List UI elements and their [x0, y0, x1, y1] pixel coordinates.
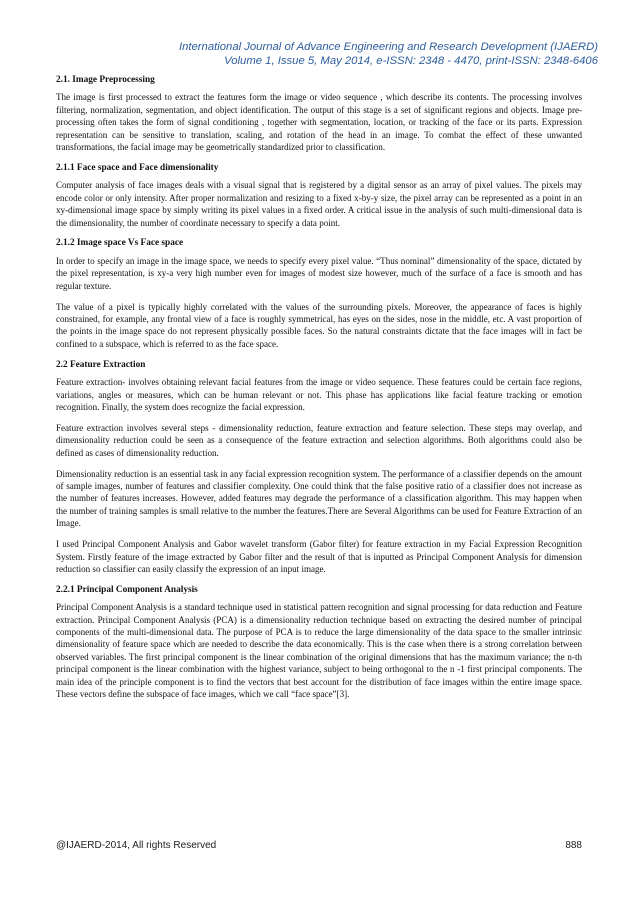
page-number: 888	[565, 840, 582, 851]
paragraph: Computer analysis of face images deals with a visual signal that is registered by a digital sensor as an array of pixel values. The pixels may encode color or only intensity. After proper normalization and resizing to a fixed x-by-y size, the pixel array can be represented as a point in an xy-dimensional image space by simply writing its pixel values in a fixed order. A critical issue in the analysis of such multi-dimensional data is the dimensionality, the number of coordinate necessary to specify a data point.	[56, 180, 582, 228]
paragraph: The value of a pixel is typically highly correlated with the values of the surrounding pixels. Moreover, the appearance of faces is highly constrained, for example, any frontal view of a face is roughly symmetrical, has eyes on the sides, nose in the middle, etc. A vast proportion of the points in the image space do not represent physically possible faces. So the natural constraints dictate that the face images will in fact be confined to a subspace, which is referred to as the face space.	[56, 301, 582, 349]
article-body	[56, 74, 582, 709]
journal-issue-info: Volume 1, Issue 5, May 2014, e-ISSN: 2348 - 4470, print-ISSN: 2348-6406	[224, 55, 598, 67]
paragraph: The image is first processed to extract the features form the image or video sequence , which describe its contents. The processing involves filtering, normalization, segmentation, and object identification. The output of this stage is a set of significant regions and objects. Image pre-processing often takes the form of signal conditioning , together with segmentation, location, or tracking of the face or its parts. Expression representation can be sensitive to translation, scaling, and rotation of the head in an image. To combat the effect of these unwanted transformations, the facial image may be geometrically standardized prior to classification.	[56, 92, 582, 153]
section-heading-2-2: 2.2 Feature Extraction	[56, 359, 146, 370]
paragraph: Feature extraction involves several steps - dimensionality reduction, feature extraction and feature selection. These steps may overlap, and dimensionality reduction could be seen as a consequence of the feature extraction and selection algorithms. Both algorithms could also be defined as cases of dimensionality reduction.	[56, 422, 582, 458]
paragraph: Dimensionality reduction is an essential task in any facial expression recognition system. The performance of a classifier depends on the amount of sample images, number of features and classifier complexity. One could think that the false positive ratio of a classifier does not increase as the number of features increases. However, added features may degrade the performance of a classification algorithm. This may happen when the number of training samples is small relative to the number the features.There are Several Algorithms can be used for Feature Extraction of an Image.	[56, 468, 582, 529]
page-footer	[56, 840, 582, 851]
section-heading-2-1: 2.1. Image Preprocessing	[56, 75, 155, 85]
paragraph: In order to specify an image in the image space, we needs to specify every pixel value. “Thus nominal” dimensionality of the space, dictated by the pixel representation, is xy-a very high number even for images of modest size however, much of the surface of a face is smooth and has regular texture.	[56, 255, 582, 291]
section-heading-2-1-1: 2.1.1 Face space and Face dimensionality	[56, 162, 219, 173]
section-heading-2-2-1: 2.2.1 Principal Component Analysis	[56, 584, 198, 595]
journal-title: International Journal of Advance Engineering and Research Development (IJAERD)	[178, 41, 598, 53]
paragraph: Feature extraction- involves obtaining relevant facial features from the image or video sequence. These features could be certain face regions, variations, angles or measures, which can be human relevant or not. This phase has applications like facial feature tracking or emotion recognition. Finally, the system does recognize the facial expression.	[56, 377, 582, 412]
section-heading-2-1-2: 2.1.2 Image space Vs Face space	[56, 238, 184, 249]
copyright-notice: @IJAERD-2014, All rights Reserved	[56, 840, 217, 851]
paragraph: I used Principal Component Analysis and Gabor wavelet transform (Gabor filter) for feature extraction in my Facial Expression Recognition System. Firstly feature of the image extracted by Gabor filter and the result of that is inputted as Principal Component Analysis for dimension reduction so classifier can easily classify the expression of an input image.	[56, 539, 582, 574]
paragraph: Principal Component Analysis is a standard technique used in statistical pattern recognition and signal processing for data reduction and Feature extraction. Principal Component Analysis (PCA) is a dimensionality reduction technique based on extracting the desired number of principal components of the multi-dimensional data. The purpose of PCA is to reduce the large dimensionality of the data space to the smaller intrinsic dimensionality of feature space which are needed to describe the data economically. This is the case when there is a strong correlation between observed variables. The first principal component is the linear combination of the original dimensions that has the maximum variance; the n-th principal component is the linear combination with the highest variance, subject to being orthogonal to the n -1 first principal components. The main idea of the principle component is to find the vectors that best account for the distribution of face images within the entire image space. These vectors define the subspace of face images, which we call “face space”[3].	[56, 602, 582, 700]
journal-header	[40, 40, 598, 68]
